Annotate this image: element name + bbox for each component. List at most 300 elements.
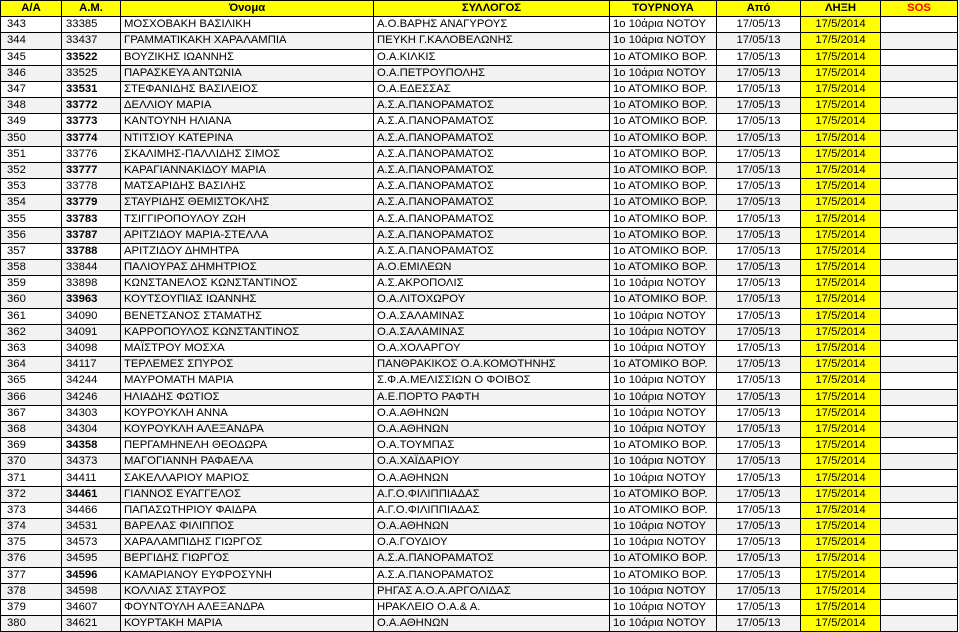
cell-expires: 17/5/2014 [801, 535, 881, 551]
cell-name: ΠΑΠΑΣΩΤΗΡΙΟΥ ΦΑΙΔΡΑ [121, 502, 374, 518]
cell-from: 17/05/13 [717, 195, 801, 211]
cell-expires: 17/5/2014 [801, 373, 881, 389]
cell-from: 17/05/13 [717, 292, 801, 308]
cell-club: Σ.Φ.Α.ΜΕΛΙΣΣΙΩΝ Ο ΦΟΙΒΟΣ [374, 373, 610, 389]
cell-club: Ο.Α.ΑΘΗΝΩΝ [374, 470, 610, 486]
cell-from: 17/05/13 [717, 357, 801, 373]
cell-club: Α.Σ.Α.ΠΑΝΟΡΑΜΑΤΟΣ [374, 551, 610, 567]
table-row [1, 179, 958, 195]
cell-sos [881, 405, 958, 421]
cell-club: Ο.Α.ΤΟΥΜΠΑΣ [374, 438, 610, 454]
cell-sos [881, 308, 958, 324]
cell-sos [881, 340, 958, 356]
cell-aa: 378 [1, 583, 62, 599]
cell-from: 17/05/13 [717, 146, 801, 162]
cell-name: ΚΟΥΡΟΥΚΛΗ ΑΛΕΞΑΝΔΡΑ [121, 421, 374, 437]
cell-expires: 17/5/2014 [801, 567, 881, 583]
cell-expires: 17/5/2014 [801, 551, 881, 567]
cell-name: ΑΡΙΤΖΙΔΟΥ ΜΑΡΙΑ-ΣΤΕΛΛΑ [121, 227, 374, 243]
cell-from: 17/05/13 [717, 616, 801, 632]
cell-expires: 17/5/2014 [801, 276, 881, 292]
cell-expires: 17/5/2014 [801, 438, 881, 454]
header-name: Όνομα [121, 1, 374, 17]
cell-name: ΚΟΥΤΣΟΥΠΙΑΣ ΙΩΑΝΝΗΣ [121, 292, 374, 308]
cell-club: Ο.Α.ΑΘΗΝΩΝ [374, 405, 610, 421]
cell-expires: 17/5/2014 [801, 470, 881, 486]
cell-tournament: 1ο ΑΤΟΜΙΚΟ ΒΟΡ. [610, 227, 717, 243]
cell-tournament: 1ο 10άρια ΝΟΤΟΥ [610, 324, 717, 340]
cell-am: 34358 [62, 438, 121, 454]
cell-club: ΗΡΑΚΛΕΙΟ Ο.Α.& Α. [374, 599, 610, 615]
cell-expires: 17/5/2014 [801, 454, 881, 470]
cell-am: 33779 [62, 195, 121, 211]
cell-sos [881, 211, 958, 227]
cell-name: ΠΑΛΙΟΥΡΑΣ ΔΗΜΗΤΡΙΟΣ [121, 260, 374, 276]
cell-tournament: 1ο 10άρια ΝΟΤΟΥ [610, 373, 717, 389]
table-body [1, 17, 958, 632]
cell-expires: 17/5/2014 [801, 324, 881, 340]
cell-aa: 373 [1, 502, 62, 518]
cell-expires: 17/5/2014 [801, 421, 881, 437]
table-row [1, 162, 958, 178]
cell-aa: 379 [1, 599, 62, 615]
cell-aa: 357 [1, 243, 62, 259]
cell-tournament: 1ο 10άρια ΝΟΤΟΥ [610, 17, 717, 33]
cell-am: 34598 [62, 583, 121, 599]
cell-name: ΤΕΡΛΕΜΕΣ ΣΠΥΡΟΣ [121, 357, 374, 373]
cell-from: 17/05/13 [717, 98, 801, 114]
cell-sos [881, 227, 958, 243]
cell-expires: 17/5/2014 [801, 227, 881, 243]
cell-name: ΜΑΤΣΑΡΙΔΗΣ ΒΑΣΙΛΗΣ [121, 179, 374, 195]
cell-tournament: 1ο ΑΤΟΜΙΚΟ ΒΟΡ. [610, 211, 717, 227]
cell-tournament: 1ο ΑΤΟΜΙΚΟ ΒΟΡ. [610, 81, 717, 97]
cell-name: ΚΑΜΑΡΙΑΝΟΥ ΕΥΦΡΟΣΥΝΗ [121, 567, 374, 583]
cell-from: 17/05/13 [717, 389, 801, 405]
cell-am: 34090 [62, 308, 121, 324]
cell-aa: 351 [1, 146, 62, 162]
cell-sos [881, 421, 958, 437]
cell-aa: 374 [1, 519, 62, 535]
header-am: Α.Μ. [62, 1, 121, 17]
cell-tournament: 1ο 10άρια ΝΟΤΟΥ [610, 421, 717, 437]
cell-expires: 17/5/2014 [801, 308, 881, 324]
cell-sos [881, 162, 958, 178]
cell-expires: 17/5/2014 [801, 33, 881, 49]
cell-aa: 344 [1, 33, 62, 49]
cell-tournament: 1ο ΑΤΟΜΙΚΟ ΒΟΡ. [610, 357, 717, 373]
cell-from: 17/05/13 [717, 405, 801, 421]
cell-from: 17/05/13 [717, 535, 801, 551]
cell-am: 34531 [62, 519, 121, 535]
cell-am: 33772 [62, 98, 121, 114]
cell-sos [881, 243, 958, 259]
cell-sos [881, 551, 958, 567]
cell-expires: 17/5/2014 [801, 81, 881, 97]
cell-sos [881, 17, 958, 33]
table-row [1, 486, 958, 502]
cell-from: 17/05/13 [717, 340, 801, 356]
table-row [1, 65, 958, 81]
cell-sos [881, 486, 958, 502]
table-row [1, 195, 958, 211]
cell-club: Α.Ε.ΠΟΡΤΟ ΡΑΦΤΗ [374, 389, 610, 405]
cell-name: ΣΤΑΥΡΙΔΗΣ ΘΕΜΙΣΤΟΚΛΗΣ [121, 195, 374, 211]
cell-am: 33776 [62, 146, 121, 162]
table-row [1, 502, 958, 518]
cell-name: ΝΤΙΤΣΙΟΥ ΚΑΤΕΡΙΝΑ [121, 130, 374, 146]
cell-aa: 371 [1, 470, 62, 486]
cell-aa: 370 [1, 454, 62, 470]
table-row [1, 340, 958, 356]
cell-from: 17/05/13 [717, 551, 801, 567]
cell-am: 34461 [62, 486, 121, 502]
cell-club: Α.Γ.Ο.ΦΙΛΙΠΠΙΑΔΑΣ [374, 486, 610, 502]
cell-expires: 17/5/2014 [801, 260, 881, 276]
cell-club: Α.Ο.ΕΜΙΛΕΩΝ [374, 260, 610, 276]
cell-am: 33844 [62, 260, 121, 276]
cell-tournament: 1ο ΑΤΟΜΙΚΟ ΒΟΡ. [610, 114, 717, 130]
cell-tournament: 1ο ΑΤΟΜΙΚΟ ΒΟΡ. [610, 179, 717, 195]
cell-from: 17/05/13 [717, 81, 801, 97]
cell-am: 33437 [62, 33, 121, 49]
cell-from: 17/05/13 [717, 243, 801, 259]
cell-from: 17/05/13 [717, 470, 801, 486]
cell-club: Ο.Α.ΕΔΕΣΣΑΣ [374, 81, 610, 97]
cell-name: ΠΕΡΓΑΜΗΝΕΛΗ ΘΕΟΔΩΡΑ [121, 438, 374, 454]
cell-club: Α.Σ.Α.ΠΑΝΟΡΑΜΑΤΟΣ [374, 179, 610, 195]
cell-club: Ο.Α.ΛΙΤΟΧΩΡΟΥ [374, 292, 610, 308]
cell-name: ΣΚΑΛΙΜΗΣ-ΠΑΛΛΙΔΗΣ ΣΙΜΟΣ [121, 146, 374, 162]
table-row [1, 357, 958, 373]
cell-name: ΒΕΝΕΤΣΑΝΟΣ ΣΤΑΜΑΤΗΣ [121, 308, 374, 324]
cell-expires: 17/5/2014 [801, 211, 881, 227]
cell-expires: 17/5/2014 [801, 405, 881, 421]
cell-name: ΗΛΙΑΔΗΣ ΦΩΤΙΟΣ [121, 389, 374, 405]
cell-sos [881, 357, 958, 373]
cell-tournament: 1ο 10άρια ΝΟΤΟΥ [610, 599, 717, 615]
cell-tournament: 1ο 10άρια ΝΟΤΟΥ [610, 405, 717, 421]
cell-from: 17/05/13 [717, 227, 801, 243]
cell-am: 34304 [62, 421, 121, 437]
cell-sos [881, 519, 958, 535]
cell-aa: 362 [1, 324, 62, 340]
cell-am: 34091 [62, 324, 121, 340]
cell-club: Ο.Α.ΧΑΪΔΑΡΙΟΥ [374, 454, 610, 470]
cell-am: 34621 [62, 616, 121, 632]
cell-am: 33525 [62, 65, 121, 81]
cell-expires: 17/5/2014 [801, 616, 881, 632]
table-row [1, 49, 958, 65]
cell-aa: 361 [1, 308, 62, 324]
table-row [1, 17, 958, 33]
cell-sos [881, 567, 958, 583]
cell-club: Α.Γ.Ο.ΦΙΛΙΠΠΙΑΔΑΣ [374, 502, 610, 518]
cell-club: Ο.Α.ΚΙΛΚΙΣ [374, 49, 610, 65]
cell-sos [881, 583, 958, 599]
cell-club: Ο.Α.ΣΑΛΑΜΙΝΑΣ [374, 324, 610, 340]
table-row [1, 551, 958, 567]
cell-sos [881, 195, 958, 211]
cell-expires: 17/5/2014 [801, 243, 881, 259]
table-row [1, 146, 958, 162]
cell-name: ΒΟΥΖΙΚΗΣ ΙΩΑΝΝΗΣ [121, 49, 374, 65]
cell-name: ΧΑΡΑΛΑΜΠΙΔΗΣ ΓΙΩΡΓΟΣ [121, 535, 374, 551]
cell-name: ΜΑΪΣΤΡΟΥ ΜΟΣΧΑ [121, 340, 374, 356]
cell-expires: 17/5/2014 [801, 599, 881, 615]
cell-aa: 368 [1, 421, 62, 437]
table-row [1, 114, 958, 130]
cell-name: ΦΟΥΝΤΟΥΛΗ ΑΛΕΞΑΝΔΡΑ [121, 599, 374, 615]
cell-aa: 348 [1, 98, 62, 114]
header-aa: Α/Α [1, 1, 62, 17]
cell-club: Ο.Α.ΑΘΗΝΩΝ [374, 421, 610, 437]
cell-aa: 345 [1, 49, 62, 65]
cell-am: 33531 [62, 81, 121, 97]
cell-from: 17/05/13 [717, 373, 801, 389]
cell-from: 17/05/13 [717, 454, 801, 470]
cell-name: ΠΑΡΑΣΚΕΥΑ ΑΝΤΩΝΙΑ [121, 65, 374, 81]
cell-am: 34373 [62, 454, 121, 470]
table-row [1, 567, 958, 583]
cell-tournament: 1ο 10άρια ΝΟΤΟΥ [610, 65, 717, 81]
cell-tournament: 1ο ΑΤΟΜΙΚΟ ΒΟΡ. [610, 260, 717, 276]
table-row [1, 389, 958, 405]
cell-sos [881, 438, 958, 454]
cell-expires: 17/5/2014 [801, 98, 881, 114]
table-row [1, 308, 958, 324]
cell-aa: 376 [1, 551, 62, 567]
cell-sos [881, 470, 958, 486]
cell-am: 33783 [62, 211, 121, 227]
cell-from: 17/05/13 [717, 567, 801, 583]
cell-expires: 17/5/2014 [801, 389, 881, 405]
cell-from: 17/05/13 [717, 260, 801, 276]
table-row [1, 421, 958, 437]
cell-aa: 347 [1, 81, 62, 97]
cell-aa: 356 [1, 227, 62, 243]
cell-club: ΡΗΓΑΣ Α.Ο.Α.ΑΡΓΟΛΙΔΑΣ [374, 583, 610, 599]
table-row [1, 211, 958, 227]
cell-from: 17/05/13 [717, 33, 801, 49]
cell-sos [881, 324, 958, 340]
cell-sos [881, 130, 958, 146]
cell-club: Α.Σ.ΑΚΡΟΠΟΛΙΣ [374, 276, 610, 292]
header-tournament: ΤΟΥΡΝΟΥΑ [610, 1, 717, 17]
cell-tournament: 1ο ΑΤΟΜΙΚΟ ΒΟΡ. [610, 438, 717, 454]
cell-name: ΚΑΝΤΟΥΝΗ ΗΛΙΑΝΑ [121, 114, 374, 130]
cell-club: Ο.Α.ΑΘΗΝΩΝ [374, 519, 610, 535]
cell-am: 34246 [62, 389, 121, 405]
cell-expires: 17/5/2014 [801, 146, 881, 162]
cell-expires: 17/5/2014 [801, 583, 881, 599]
cell-from: 17/05/13 [717, 486, 801, 502]
cell-tournament: 1ο 10άρια ΝΟΤΟΥ [610, 616, 717, 632]
cell-name: ΣΑΚΕΛΛΑΡΙΟΥ ΜΑΡΙΟΣ [121, 470, 374, 486]
cell-sos [881, 616, 958, 632]
cell-name: ΓΡΑΜΜΑΤΙΚΑΚΗ ΧΑΡΑΛΑΜΠΙΑ [121, 33, 374, 49]
cell-sos [881, 276, 958, 292]
cell-club: Α.Σ.Α.ΠΑΝΟΡΑΜΑΤΟΣ [374, 130, 610, 146]
cell-tournament: 1ο 10άρια ΝΟΤΟΥ [610, 33, 717, 49]
cell-club: Ο.Α.ΠΕΤΡΟΥΠΟΛΗΣ [374, 65, 610, 81]
cell-from: 17/05/13 [717, 583, 801, 599]
table-row [1, 292, 958, 308]
cell-expires: 17/5/2014 [801, 179, 881, 195]
cell-name: ΑΡΙΤΖΙΔΟΥ ΔΗΜΗΤΡΑ [121, 243, 374, 259]
cell-sos [881, 49, 958, 65]
cell-expires: 17/5/2014 [801, 195, 881, 211]
cell-tournament: 1ο 10άρια ΝΟΤΟΥ [610, 389, 717, 405]
cell-tournament: 1ο 10άρια ΝΟΤΟΥ [610, 535, 717, 551]
cell-am: 33898 [62, 276, 121, 292]
cell-am: 33963 [62, 292, 121, 308]
cell-aa: 366 [1, 389, 62, 405]
cell-am: 34411 [62, 470, 121, 486]
cell-club: Α.Σ.Α.ΠΑΝΟΡΑΜΑΤΟΣ [374, 195, 610, 211]
cell-tournament: 1ο ΑΤΟΜΙΚΟ ΒΟΡ. [610, 551, 717, 567]
cell-am: 34098 [62, 340, 121, 356]
cell-sos [881, 81, 958, 97]
cell-tournament: 1ο ΑΤΟΜΙΚΟ ΒΟΡ. [610, 49, 717, 65]
header-row [1, 1, 958, 17]
cell-tournament: 1ο ΑΤΟΜΙΚΟ ΒΟΡ. [610, 486, 717, 502]
table-row [1, 438, 958, 454]
table-row [1, 98, 958, 114]
cell-am: 33778 [62, 179, 121, 195]
cell-sos [881, 373, 958, 389]
cell-expires: 17/5/2014 [801, 357, 881, 373]
cell-club: Α.Ο.ΒΑΡΗΣ ΑΝΑΓΥΡΟΥΣ [374, 17, 610, 33]
header-club: ΣΥΛΛΟΓΟΣ [374, 1, 610, 17]
table-row [1, 243, 958, 259]
table-row [1, 616, 958, 632]
cell-tournament: 1ο 10άρια ΝΟΤΟΥ [610, 276, 717, 292]
cell-sos [881, 292, 958, 308]
cell-from: 17/05/13 [717, 502, 801, 518]
cell-tournament: 1ο ΑΤΟΜΙΚΟ ΒΟΡ. [610, 130, 717, 146]
cell-club: Ο.Α.ΑΘΗΝΩΝ [374, 616, 610, 632]
cell-expires: 17/5/2014 [801, 65, 881, 81]
cell-expires: 17/5/2014 [801, 114, 881, 130]
cell-club: Α.Σ.Α.ΠΑΝΟΡΑΜΑΤΟΣ [374, 243, 610, 259]
cell-am: 33522 [62, 49, 121, 65]
cell-aa: 358 [1, 260, 62, 276]
cell-aa: 354 [1, 195, 62, 211]
cell-aa: 365 [1, 373, 62, 389]
cell-name: ΚΟΛΛΙΑΣ ΣΤΑΥΡΟΣ [121, 583, 374, 599]
table-row [1, 470, 958, 486]
cell-club: Α.Σ.Α.ΠΑΝΟΡΑΜΑΤΟΣ [374, 146, 610, 162]
cell-from: 17/05/13 [717, 421, 801, 437]
cell-tournament: 1ο ΑΤΟΜΙΚΟ ΒΟΡ. [610, 195, 717, 211]
cell-tournament: 1ο ΑΤΟΜΙΚΟ ΒΟΡ. [610, 567, 717, 583]
table-row [1, 33, 958, 49]
table-row [1, 519, 958, 535]
cell-name: ΒΕΡΓΙΔΗΣ ΓΙΩΡΓΟΣ [121, 551, 374, 567]
cell-aa: 367 [1, 405, 62, 421]
cell-expires: 17/5/2014 [801, 162, 881, 178]
cell-aa: 359 [1, 276, 62, 292]
cell-club: Ο.Α.ΣΑΛΑΜΙΝΑΣ [374, 308, 610, 324]
cell-am: 33385 [62, 17, 121, 33]
cell-sos [881, 33, 958, 49]
cell-from: 17/05/13 [717, 17, 801, 33]
cell-name: ΜΑΓΟΓΙΑΝΝΗ ΡΑΦΑΕΛΑ [121, 454, 374, 470]
cell-am: 34466 [62, 502, 121, 518]
cell-aa: 350 [1, 130, 62, 146]
cell-sos [881, 535, 958, 551]
cell-name: ΚΩΝΣΤΑΝΕΛΟΣ ΚΩΝΣΤΑΝΤΙΝΟΣ [121, 276, 374, 292]
cell-aa: 355 [1, 211, 62, 227]
table-row [1, 405, 958, 421]
cell-club: Α.Σ.Α.ΠΑΝΟΡΑΜΑΤΟΣ [374, 567, 610, 583]
cell-club: Α.Σ.Α.ΠΑΝΟΡΑΜΑΤΟΣ [374, 227, 610, 243]
cell-from: 17/05/13 [717, 65, 801, 81]
cell-tournament: 1ο ΑΤΟΜΙΚΟ ΒΟΡ. [610, 243, 717, 259]
cell-from: 17/05/13 [717, 276, 801, 292]
table-row [1, 583, 958, 599]
cell-name: ΔΕΛΛΙΟΥ ΜΑΡΙΑ [121, 98, 374, 114]
cell-club: Α.Σ.Α.ΠΑΝΟΡΑΜΑΤΟΣ [374, 211, 610, 227]
cell-club: Α.Σ.Α.ΠΑΝΟΡΑΜΑΤΟΣ [374, 162, 610, 178]
cell-aa: 375 [1, 535, 62, 551]
cell-am: 34595 [62, 551, 121, 567]
cell-am: 34607 [62, 599, 121, 615]
cell-tournament: 1ο ΑΤΟΜΙΚΟ ΒΟΡ. [610, 146, 717, 162]
cell-club: Α.Σ.Α.ΠΑΝΟΡΑΜΑΤΟΣ [374, 114, 610, 130]
cell-from: 17/05/13 [717, 599, 801, 615]
cell-aa: 346 [1, 65, 62, 81]
table-row [1, 324, 958, 340]
cell-name: ΤΣΙΓΓΙΡΟΠΟΥΛΟΥ ΖΩΗ [121, 211, 374, 227]
cell-am: 34117 [62, 357, 121, 373]
cell-am: 34303 [62, 405, 121, 421]
cell-am: 33773 [62, 114, 121, 130]
cell-aa: 352 [1, 162, 62, 178]
table-row [1, 454, 958, 470]
table-row [1, 276, 958, 292]
cell-name: ΚΟΥΡΟΥΚΛΗ ΑΝΝΑ [121, 405, 374, 421]
cell-sos [881, 179, 958, 195]
cell-am: 33777 [62, 162, 121, 178]
cell-club: Α.Σ.Α.ΠΑΝΟΡΑΜΑΤΟΣ [374, 98, 610, 114]
cell-from: 17/05/13 [717, 519, 801, 535]
cell-from: 17/05/13 [717, 49, 801, 65]
cell-tournament: 1ο 10άρια ΝΟΤΟΥ [610, 470, 717, 486]
cell-sos [881, 146, 958, 162]
cell-aa: 343 [1, 17, 62, 33]
cell-tournament: 1ο ΑΤΟΜΙΚΟ ΒΟΡ. [610, 162, 717, 178]
cell-aa: 377 [1, 567, 62, 583]
cell-from: 17/05/13 [717, 438, 801, 454]
cell-am: 33774 [62, 130, 121, 146]
cell-expires: 17/5/2014 [801, 340, 881, 356]
cell-expires: 17/5/2014 [801, 486, 881, 502]
cell-club: ΠΑΝΘΡΑΚΙΚΟΣ Ο.Α.ΚΟΜΟΤΗΝΗΣ [374, 357, 610, 373]
header-sos: SOS [881, 1, 958, 17]
cell-club: Ο.Α.ΧΟΛΑΡΓΟΥ [374, 340, 610, 356]
cell-sos [881, 260, 958, 276]
cell-club: ΠΕΥΚΗ Γ.ΚΑΛΟΒΕΛΩΝΗΣ [374, 33, 610, 49]
table-row [1, 535, 958, 551]
cell-aa: 380 [1, 616, 62, 632]
cell-aa: 364 [1, 357, 62, 373]
cell-name: ΚΑΡΑΓΙΑΝΝΑΚΙΔΟΥ ΜΑΡΙΑ [121, 162, 374, 178]
cell-sos [881, 502, 958, 518]
table-row [1, 130, 958, 146]
cell-aa: 360 [1, 292, 62, 308]
